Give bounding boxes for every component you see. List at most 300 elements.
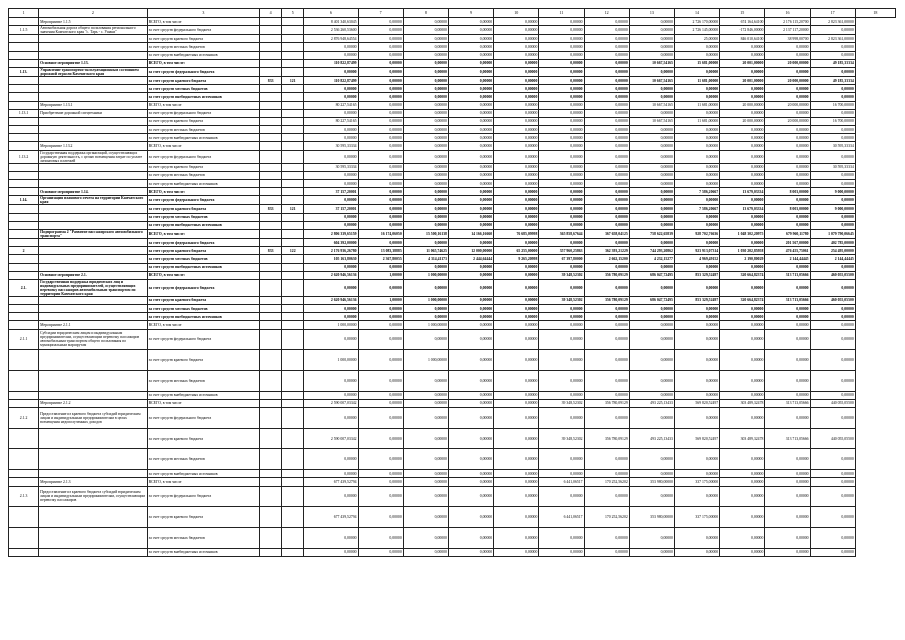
row-value-cell: 4 314,41173: [403, 255, 448, 263]
row-value-cell: 320 664,82374: [720, 296, 765, 304]
row-code-cell: 1.13.: [9, 67, 39, 76]
row-value-cell: 0,00000: [720, 93, 765, 101]
row-value-cell: 20 001,00000: [720, 59, 765, 67]
row-value-cell: 0,00000: [720, 150, 765, 163]
row-value-cell: 0,00000: [674, 67, 719, 76]
row-value-cell: 0,00000: [304, 391, 358, 399]
row-value-cell: 0,00000: [358, 238, 403, 246]
row-value-cell: 16 700,00000: [810, 101, 855, 109]
row-value-cell: 0,00000: [539, 470, 584, 478]
row-value-cell: 0,00000: [539, 117, 584, 125]
row-value-cell: 0,00000: [448, 205, 493, 213]
row-value-cell: 0,00000: [629, 51, 674, 59]
row-source-cell: за счет средств местных бюджетов: [147, 305, 260, 313]
row-value-cell: 0,00000: [765, 85, 810, 93]
row-rz-cell: [282, 109, 304, 117]
row-value-cell: 0,00000: [358, 18, 403, 26]
row-value-cell: 0,00000: [674, 329, 719, 350]
row-value-cell: 76 685,09998: [494, 229, 539, 238]
row-value-cell: 0,00000: [720, 213, 765, 221]
row-code-cell: 2.1.3: [9, 486, 39, 507]
row-name-cell: [39, 527, 147, 548]
row-source-cell: за счет средств федерального бюджета: [147, 67, 260, 76]
row-grbs-cell: [260, 238, 282, 246]
row-value-cell: 0,00000: [584, 126, 629, 134]
row-source-cell: ВСЕГО, в том числе: [147, 101, 260, 109]
row-value-cell: 0,00000: [810, 85, 855, 93]
row-value-cell: 0,00000: [539, 213, 584, 221]
row-value-cell: 923 913,07314: [674, 247, 719, 255]
table-row: [9, 43, 896, 51]
row-code-cell: 1.13.1: [9, 109, 39, 117]
row-source-cell: за счет средств местных бюджетов: [147, 126, 260, 134]
row-value-cell: 0,00000: [674, 470, 719, 478]
row-name-cell: [39, 350, 147, 371]
table-row: [9, 449, 896, 470]
row-name-cell: Предоставление из краевого бюджета субсидий юридическим лицам и индивидуальным предпринимателям, осуществляющим перевозку пассажиров: [39, 486, 147, 507]
row-value-cell: 0,00000: [674, 371, 719, 392]
table-row: [9, 321, 896, 329]
row-value-cell: 0,00000: [674, 449, 719, 470]
table-row: [9, 350, 896, 371]
row-value-cell: 2 176 936,26780: [304, 247, 358, 255]
row-value-cell: 2 137 117,20000: [765, 26, 810, 35]
table-row: [9, 527, 896, 548]
row-value-cell: 10 667,54165: [629, 101, 674, 109]
budget-table: [8, 8, 896, 557]
row-value-cell: 0,00000: [494, 134, 539, 142]
row-value-cell: 0,00000: [448, 117, 493, 125]
row-value-cell: 0,00000: [629, 67, 674, 76]
row-value-cell: 0,00000: [720, 470, 765, 478]
row-value-cell: 0,00000: [584, 350, 629, 371]
row-value-cell: 1 000,00000: [403, 321, 448, 329]
header-cell: 7: [358, 9, 403, 18]
row-value-cell: 0,00000: [403, 150, 448, 163]
row-value-cell: 0,00000: [358, 109, 403, 117]
table-row: [9, 247, 896, 255]
row-source-cell: за счет средств внебюджетных источников: [147, 93, 260, 101]
row-value-cell: 313 713,05666: [765, 428, 810, 449]
header-cell: 5: [282, 9, 304, 18]
row-value-cell: 0,00000: [403, 478, 448, 486]
row-source-cell: за счет средств федерального бюджета: [147, 279, 260, 296]
row-source-cell: за счет средств краевого бюджета: [147, 35, 260, 43]
row-value-cell: 20 000,00000: [765, 59, 810, 67]
row-code-cell: [9, 321, 39, 329]
row-value-cell: 0,00000: [584, 67, 629, 76]
row-value-cell: 15 500,16138: [403, 229, 448, 238]
row-name-cell: Подпрограмма 2 "Развитие пассажирского автомобильного транспорта": [39, 229, 147, 238]
row-value-cell: 0,00000: [358, 321, 403, 329]
row-value-cell: 0,00000: [358, 51, 403, 59]
row-value-cell: 0,00000: [584, 117, 629, 125]
row-grbs-cell: [260, 35, 282, 43]
table-row: [9, 150, 896, 163]
row-rz-cell: [282, 271, 304, 279]
row-value-cell: 0,00000: [448, 18, 493, 26]
row-name-cell: Основное мероприятие 1.13.: [39, 59, 147, 67]
row-value-cell: 0,00000: [448, 271, 493, 279]
row-value-cell: 0,00000: [494, 171, 539, 179]
row-code-cell: [9, 271, 39, 279]
row-rz-cell: [282, 43, 304, 51]
row-code-cell: [9, 255, 39, 263]
row-value-cell: 0,00000: [765, 51, 810, 59]
row-grbs-cell: [260, 263, 282, 271]
row-grbs-cell: [260, 486, 282, 507]
row-value-cell: 0,00000: [674, 263, 719, 271]
row-grbs-cell: [260, 117, 282, 125]
row-value-cell: 356 780,09129: [584, 296, 629, 304]
row-source-cell: за счет средств федерального бюджета: [147, 238, 260, 246]
row-value-cell: 2 190,80029: [720, 255, 765, 263]
row-value-cell: 0,00000: [358, 329, 403, 350]
row-value-cell: 0,00000: [629, 109, 674, 117]
table-row: [9, 163, 896, 171]
row-value-cell: 0,00000: [629, 470, 674, 478]
row-value-cell: 20 000,00000: [765, 117, 810, 125]
row-grbs-cell: [260, 163, 282, 171]
row-code-cell: [9, 371, 39, 392]
row-value-cell: 0,00000: [539, 263, 584, 271]
row-value-cell: 37 157,20001: [304, 188, 358, 196]
row-code-cell: [9, 93, 39, 101]
header-cell: 6: [304, 9, 358, 18]
row-code-cell: [9, 85, 39, 93]
row-grbs-cell: [260, 350, 282, 371]
table-row: [9, 408, 896, 429]
row-grbs-cell: [260, 150, 282, 163]
row-value-cell: 0,00000: [448, 109, 493, 117]
row-value-cell: 0,00000: [629, 196, 674, 205]
row-rz-cell: [282, 391, 304, 399]
row-source-cell: ВСЕГО, в том числе: [147, 18, 260, 26]
header-cell: 17: [810, 9, 855, 18]
row-value-cell: 0,00000: [584, 391, 629, 399]
row-value-cell: 0,00000: [358, 470, 403, 478]
row-name-cell: Мероприятие 1.13.1: [39, 101, 147, 109]
row-value-cell: 0,00000: [494, 478, 539, 486]
row-value-cell: 0,00000: [403, 305, 448, 313]
row-value-cell: 0,00000: [494, 296, 539, 304]
row-value-cell: 0,00000: [629, 486, 674, 507]
row-rz-cell: [282, 321, 304, 329]
row-value-cell: 9 265,20998: [494, 255, 539, 263]
row-rz-cell: [282, 59, 304, 67]
row-value-cell: 0,00000: [304, 263, 358, 271]
row-value-cell: 0,00000: [539, 18, 584, 26]
row-value-cell: 0,00000: [358, 93, 403, 101]
row-value-cell: 0,00000: [539, 408, 584, 429]
row-value-cell: 20 000,00000: [720, 101, 765, 109]
row-code-cell: 2.1.: [9, 279, 39, 296]
row-value-cell: 0,00000: [539, 527, 584, 548]
row-value-cell: 0,00000: [448, 188, 493, 196]
table-row: [9, 428, 896, 449]
row-name-cell: Мероприятие 2.1.1: [39, 321, 147, 329]
row-name-cell: Субсидии юридическим лицам и индивидуальным предпринимателям, осуществляющим перевозку пассажиров автомобильным транспортом общего пользования по муниципальным маршрутам: [39, 329, 147, 350]
row-value-cell: 13 679,03334: [720, 205, 765, 213]
row-value-cell: 0,00000: [304, 85, 358, 93]
row-value-cell: 569 820,52497: [674, 428, 719, 449]
row-value-cell: 0,00000: [629, 263, 674, 271]
row-grbs-cell: [260, 478, 282, 486]
table-row: [9, 371, 896, 392]
row-code-cell: [9, 59, 39, 67]
row-value-cell: 0,00000: [584, 313, 629, 321]
row-grbs-cell: [260, 470, 282, 478]
row-value-cell: 0,00000: [448, 51, 493, 59]
row-source-cell: за счет средств федерального бюджета: [147, 486, 260, 507]
row-value-cell: 0,00000: [584, 93, 629, 101]
row-value-cell: 2 726 170,00000: [674, 18, 719, 26]
row-rz-cell: [282, 117, 304, 125]
row-name-cell: Государственная поддержка юридических лиц и индивидуальных предпринимателей, осуществляющих перевозку пассажиров автомобильным транспортом по территории Камчатского края: [39, 279, 147, 296]
row-value-cell: 0,00000: [403, 263, 448, 271]
row-value-cell: 0,00000: [448, 329, 493, 350]
row-value-cell: 356 780,09129: [584, 428, 629, 449]
row-grbs-cell: [260, 134, 282, 142]
row-name-cell: [39, 134, 147, 142]
row-value-cell: 0,00000: [304, 470, 358, 478]
row-value-cell: 0,00000: [448, 150, 493, 163]
row-name-cell: [39, 255, 147, 263]
row-value-cell: 0,00000: [810, 321, 855, 329]
row-value-cell: 303 489,32478: [720, 399, 765, 407]
row-grbs-cell: [260, 67, 282, 76]
row-value-cell: 0,00000: [539, 486, 584, 507]
row-code-cell: [9, 188, 39, 196]
row-value-cell: 0,00000: [448, 76, 493, 84]
row-value-cell: 0,00000: [448, 67, 493, 76]
row-value-cell: 569 820,52497: [674, 399, 719, 407]
row-value-cell: 0,00000: [448, 527, 493, 548]
row-code-cell: [9, 171, 39, 179]
row-value-cell: 0,00000: [358, 486, 403, 507]
row-source-cell: за счет средств краевого бюджета: [147, 296, 260, 304]
row-value-cell: 0,00000: [403, 279, 448, 296]
row-value-cell: 0,00000: [629, 313, 674, 321]
row-value-cell: 0,00000: [584, 43, 629, 51]
row-value-cell: 0,00000: [584, 213, 629, 221]
row-value-cell: 0,00000: [448, 408, 493, 429]
row-rz-cell: [282, 507, 304, 528]
row-value-cell: 0,00000: [810, 371, 855, 392]
row-rz-cell: [282, 213, 304, 221]
row-value-cell: 110 822,87499: [304, 59, 358, 67]
row-source-cell: за счет средств краевого бюджета: [147, 507, 260, 528]
row-value-cell: 0,00000: [403, 371, 448, 392]
row-value-cell: 0,00000: [448, 296, 493, 304]
row-value-cell: 0,00000: [720, 527, 765, 548]
row-value-cell: 0,00000: [765, 196, 810, 205]
row-rz-cell: [282, 163, 304, 171]
row-value-cell: 0,00000: [765, 449, 810, 470]
row-value-cell: 0,00000: [539, 371, 584, 392]
table-row: [9, 229, 896, 238]
row-value-cell: 0,00000: [494, 428, 539, 449]
row-rz-cell: [282, 428, 304, 449]
row-rz-cell: [282, 548, 304, 556]
row-value-cell: 0,00000: [358, 350, 403, 371]
table-row: [9, 18, 896, 26]
table-row: [9, 117, 896, 125]
row-grbs-cell: [260, 188, 282, 196]
row-value-cell: 0,00000: [765, 163, 810, 171]
row-rz-cell: 121: [282, 76, 304, 84]
row-value-cell: 0,00000: [403, 93, 448, 101]
row-value-cell: 0,00000: [720, 67, 765, 76]
row-value-cell: 0,00000: [629, 321, 674, 329]
row-code-cell: [9, 43, 39, 51]
row-value-cell: 0,00000: [584, 305, 629, 313]
row-code-cell: [9, 313, 39, 321]
row-grbs-cell: [260, 85, 282, 93]
row-value-cell: 0,00000: [494, 43, 539, 51]
row-value-cell: 0,00000: [810, 67, 855, 76]
row-value-cell: 0,00000: [720, 171, 765, 179]
row-grbs-cell: [260, 371, 282, 392]
row-value-cell: 0,00000: [358, 408, 403, 429]
row-value-cell: 14 166,16660: [448, 229, 493, 238]
row-name-cell: Предоставление из краевого бюджета субсидий юридическим лицам и индивидуальным предпринимателям в целях возмещения недополученных доходов: [39, 408, 147, 429]
row-value-cell: 0,00000: [358, 478, 403, 486]
row-value-cell: 0,00000: [448, 35, 493, 43]
row-value-cell: 677 439,52794: [304, 507, 358, 528]
row-value-cell: 67 397,80000: [539, 255, 584, 263]
row-name-cell: [39, 93, 147, 101]
row-source-cell: за счет средств местных бюджетов: [147, 43, 260, 51]
row-value-cell: 0,00000: [358, 205, 403, 213]
row-value-cell: 679 960,11780: [765, 229, 810, 238]
row-source-cell: за счет средств внебюджетных источников: [147, 470, 260, 478]
row-value-cell: 0,00000: [810, 109, 855, 117]
row-value-cell: 0,00000: [403, 548, 448, 556]
row-value-cell: 0,00000: [358, 67, 403, 76]
row-value-cell: 853 329,52497: [674, 296, 719, 304]
row-source-cell: за счет средств краевого бюджета: [147, 163, 260, 171]
row-grbs-cell: [260, 391, 282, 399]
row-code-cell: [9, 221, 39, 229]
row-value-cell: 0,00000: [539, 391, 584, 399]
row-value-cell: 0,00000: [629, 527, 674, 548]
row-value-cell: 0,00000: [765, 109, 810, 117]
row-value-cell: 0,00000: [403, 486, 448, 507]
row-value-cell: 313 713,05666: [765, 399, 810, 407]
table-row: [9, 507, 896, 528]
row-value-cell: 0,00000: [765, 391, 810, 399]
row-value-cell: 11 065,74625: [403, 247, 448, 255]
row-value-cell: 0,00000: [584, 329, 629, 350]
row-value-cell: 0,00000: [629, 279, 674, 296]
row-value-cell: 0,00000: [304, 449, 358, 470]
row-value-cell: 0,00000: [403, 163, 448, 171]
row-value-cell: 0,00000: [304, 221, 358, 229]
row-value-cell: 0,00000: [720, 449, 765, 470]
row-value-cell: 0,00000: [494, 527, 539, 548]
row-value-cell: 0,00000: [494, 188, 539, 196]
row-value-cell: 0,00000: [810, 548, 855, 556]
row-rz-cell: [282, 134, 304, 142]
row-value-cell: 0,00000: [494, 26, 539, 35]
row-value-cell: 0,00000: [629, 180, 674, 188]
row-value-cell: 0,00000: [539, 43, 584, 51]
row-value-cell: 10 667,54165: [629, 59, 674, 67]
row-value-cell: 0,00000: [539, 150, 584, 163]
row-value-cell: 0,00000: [765, 507, 810, 528]
row-name-cell: [39, 449, 147, 470]
row-value-cell: 10 667,54165: [629, 117, 674, 125]
row-value-cell: 0,00000: [765, 213, 810, 221]
row-value-cell: 0,00000: [810, 26, 855, 35]
row-grbs-cell: [260, 271, 282, 279]
row-grbs-cell: [260, 399, 282, 407]
row-value-cell: 11 681,00000: [674, 117, 719, 125]
row-value-cell: 30 595,33334: [810, 163, 855, 171]
row-value-cell: 0,00000: [810, 263, 855, 271]
row-rz-cell: [282, 371, 304, 392]
row-value-cell: 0,00000: [539, 76, 584, 84]
table-row: [9, 26, 896, 35]
row-value-cell: 0,00000: [403, 26, 448, 35]
row-value-cell: 6 441,06517: [539, 507, 584, 528]
row-value-cell: 0,00000: [448, 101, 493, 109]
row-value-cell: 0,00000: [584, 35, 629, 43]
row-value-cell: 0,00000: [765, 329, 810, 350]
row-value-cell: 0,00000: [494, 163, 539, 171]
row-value-cell: 0,00000: [358, 313, 403, 321]
row-value-cell: 0,00000: [448, 391, 493, 399]
row-value-cell: 2 823 361,00000: [810, 18, 855, 26]
row-value-cell: 0,00000: [494, 371, 539, 392]
row-value-cell: 0,00000: [494, 271, 539, 279]
table-row: [9, 271, 896, 279]
row-rz-cell: [282, 478, 304, 486]
row-rz-cell: 121: [282, 205, 304, 213]
row-value-cell: 0,00000: [358, 117, 403, 125]
row-value-cell: 12 000,00000: [448, 247, 493, 255]
row-value-cell: 0,00000: [403, 134, 448, 142]
row-value-cell: 0,00000: [674, 180, 719, 188]
row-value-cell: 0,00000: [539, 329, 584, 350]
row-value-cell: 0,00000: [810, 93, 855, 101]
row-value-cell: 1,00000: [358, 296, 403, 304]
row-value-cell: 0,00000: [629, 449, 674, 470]
row-value-cell: 0,00000: [720, 305, 765, 313]
row-value-cell: 0,00000: [674, 350, 719, 371]
row-source-cell: за счет средств местных бюджетов: [147, 527, 260, 548]
row-rz-cell: [282, 238, 304, 246]
table-row: [9, 35, 896, 43]
row-value-cell: 0,00000: [584, 470, 629, 478]
row-value-cell: 0,00000: [358, 548, 403, 556]
row-code-cell: [9, 51, 39, 59]
row-grbs-cell: [260, 196, 282, 205]
row-value-cell: 1 030 202,85958: [720, 247, 765, 255]
header-cell: 8: [403, 9, 448, 18]
row-name-cell: [39, 180, 147, 188]
row-name-cell: [39, 76, 147, 84]
row-value-cell: 0,00000: [448, 470, 493, 478]
row-value-cell: 686 047,72495: [629, 296, 674, 304]
header-cell: 2: [39, 9, 147, 18]
row-value-cell: 0,00000: [674, 313, 719, 321]
row-value-cell: 0,00000: [629, 93, 674, 101]
row-value-cell: 0,00000: [494, 101, 539, 109]
header-cell: 3: [147, 9, 260, 18]
row-value-cell: 604 392,00000: [304, 238, 358, 246]
